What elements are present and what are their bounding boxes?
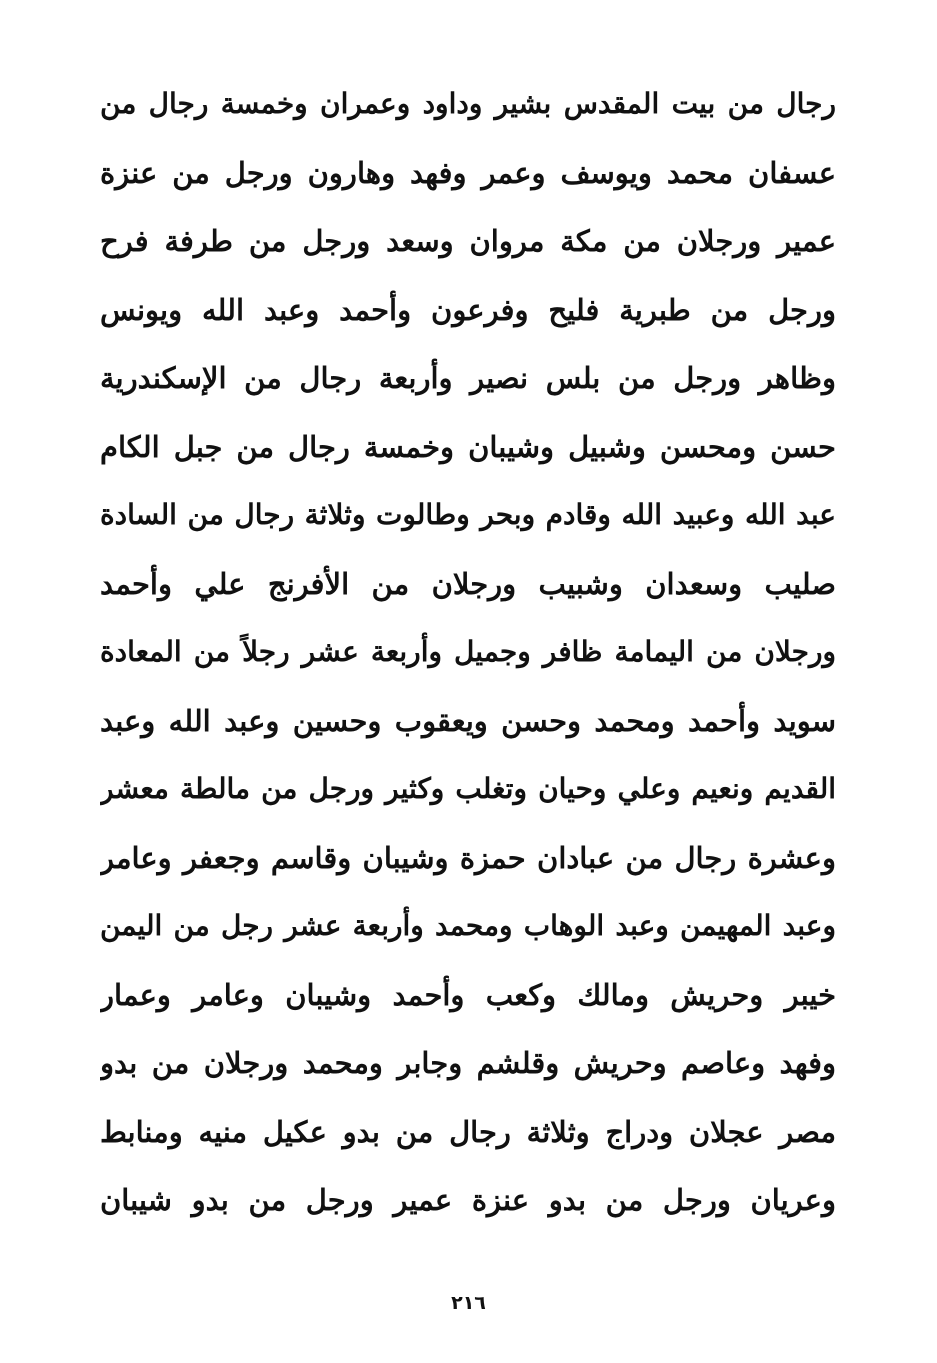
text-line-7: عبد الله وعبيد الله وقادم وبحر وطالوت وثلاثة رجال من السادة — [100, 498, 836, 531]
text-line-3: عمير ورجلان من مكة مروان وسعد ورجل من طرفة فرح — [100, 224, 836, 258]
text-line-14: خيبر وحريش ومالك وكعب وأحمد وشيبان وعامر وعمار — [100, 977, 836, 1012]
text-line-4: ورجل من طبرية فليح وفرعون وأحمد وعبد الله ويونس — [100, 292, 836, 327]
text-line-15: وفهد وعاصم وحريش وقلشم وجابر ومحمد ورجلان من بدو — [100, 1046, 836, 1080]
text-line-10: سويد وأحمد ومحمد وحسن ويعقوب وحسين وعبد الله وعبد — [100, 703, 836, 738]
text-line-2: عسفان محمد ويوسف وعمر وفهد وهارون ورجل من عنزة — [100, 155, 836, 190]
text-line-16: مصر عجلان ودراج وثلاثة رجال من بدو عكيل منيه ومنابط — [100, 1114, 836, 1149]
text-line-13: وعبد المهيمن وعبد الوهاب ومحمد وأربعة عشر رجل من اليمن — [100, 909, 836, 942]
text-line-17: وعريان ورجل من بدو عنزة عمير ورجل من بدو شيبان — [100, 1183, 836, 1217]
text-line-9: ورجلان من اليمامة ظافر وجميل وأربعة عشر رجلاً من المعادة — [100, 635, 836, 668]
page-number: ٢١٦ — [451, 1292, 486, 1314]
body-text — [100, 70, 836, 1235]
text-line-12: وعشرة رجال من عبادان حمزة وشيبان وقاسم وجعفر وعامر — [100, 840, 836, 875]
text-line-6: حسن ومحسن وشبيل وشيبان وخمسة رجال من جبل الكام — [100, 429, 836, 464]
text-line-11: القديم ونعيم وعلي وحيان وتغلب وكثير ورجل من مالطة معشر — [100, 772, 836, 805]
text-line-1: رجال من بيت المقدس بشير وداود وعمران وخمسة رجال من — [100, 87, 836, 120]
text-line-8: صليب وسعدان وشبيب ورجلان من الأفرنج علي وأحمد — [100, 566, 836, 601]
text-line-5: وظاهر ورجل من بلس نصير وأربعة رجال من الإسكندرية — [100, 361, 836, 395]
